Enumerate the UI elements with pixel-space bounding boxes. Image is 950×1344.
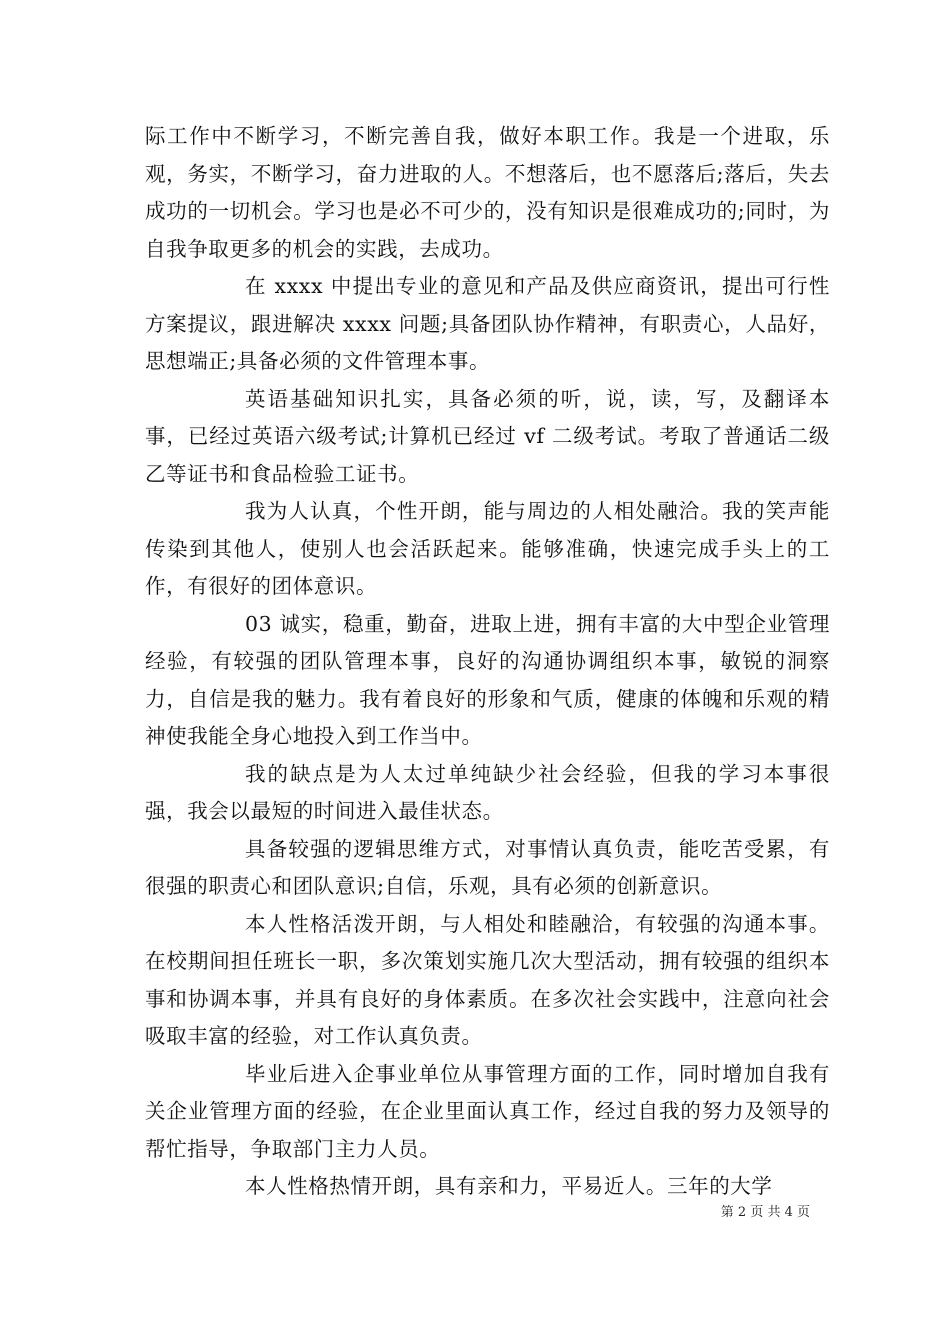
paragraph-personality: 我为人认真，个性开朗，能与周边的人相处融洽。我的笑声能传染到其他人，使别人也会活跃起来。能够准确，快速完成手头上的工作，有很好的团体意识。	[145, 499, 830, 598]
paragraph-class-monitor: 本人性格活泼开朗，与人相处和睦融洽，有较强的沟通本事。在校期间担任班长一职，多次策划实施几次大型活动，拥有较强的组织本事和协调本事，并具有良好的身体素质。在多次社会实践中，注意向社会吸取丰富的经验，对工作认真负责。	[145, 911, 830, 1048]
paragraph-management-experience: 03 诚实，稳重，勤奋，进取上进，拥有丰富的大中型企业管理经验，有较强的团队管理本事，良好的沟通协调组织本事，敏锐的洞察力，自信是我的魅力。我有着良好的形象和气质，健康的体魄和乐观的精神使我能全身心地投入到工作当中。	[145, 611, 830, 748]
paragraph-continuation: 际工作中不断学习，不断完善自我，做好本职工作。我是一个进取，乐观，务实，不断学习，奋力进取的人。不想落后，也不愿落后;落后，失去成功的一切机会。学习也是必不可少的，没有知识是很难成功的;同时，为自我争取更多的机会的实践，去成功。	[145, 124, 830, 261]
paragraph-warm-personality: 本人性格热情开朗，具有亲和力，平易近人。三年的大学	[245, 1174, 773, 1198]
paragraph-professional-advice: 在 xxxx 中提出专业的意见和产品及供应商资讯，提出可行性方案提议，跟进解决 xxxx 问题;具备团队协作精神，有职责心，人品好，思想端正;具备必须的文件管理本事。	[145, 274, 830, 373]
paragraph-english-skills: 英语基础知识扎实，具备必须的听，说，读，写，及翻译本事，已经过英语六级考试;计算机已经过 vf 二级考试。考取了普通话二级乙等证书和食品检验工证书。	[145, 386, 830, 486]
page-number-footer: 第 2 页 共 4 页	[720, 1205, 810, 1220]
paragraph-logical-thinking: 具备较强的逻辑思维方式，对事情认真负责，能吃苦受累，有很强的职责心和团队意识;自信，乐观，具有必须的创新意识。	[145, 836, 830, 898]
paragraph-shortcomings: 我的缺点是为人太过单纯缺少社会经验，但我的学习本事很强，我会以最短的时间进入最佳状态。	[145, 761, 830, 823]
paragraph-career-goal: 毕业后进入企事业单位从事管理方面的工作，同时增加自我有关企业管理方面的经验，在企业里面认真工作，经过自我的努力及领导的帮忙指导，争取部门主力人员。	[145, 1061, 830, 1161]
document-body	[145, 118, 830, 1206]
